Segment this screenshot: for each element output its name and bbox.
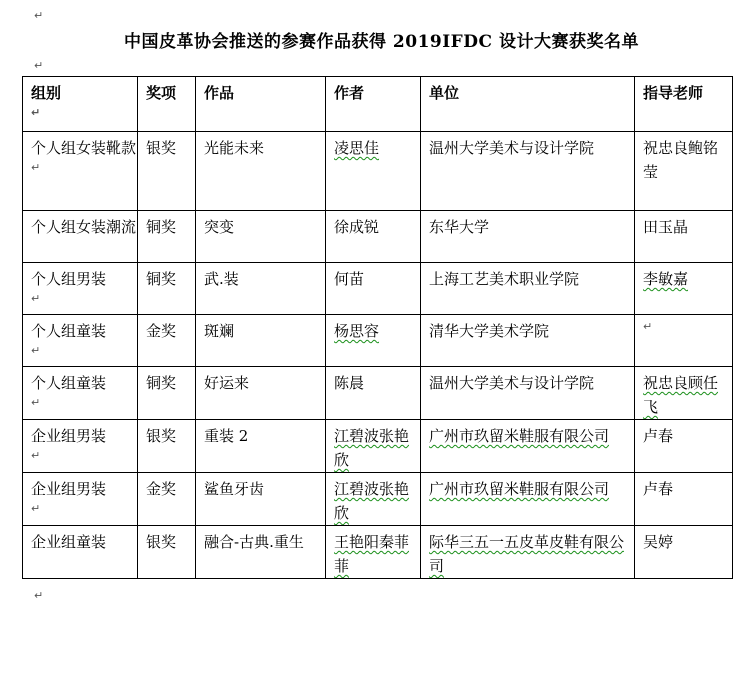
cell-advisor: 祝忠良鲍铭莹 <box>635 132 733 211</box>
cell-unit: 清华大学美术学院 <box>421 315 635 367</box>
cell-unit: 温州大学美术与设计学院 <box>421 132 635 211</box>
cell-award: 银奖 <box>138 526 196 579</box>
cell-award: 金奖 <box>138 315 196 367</box>
cell-award: 银奖 <box>138 420 196 473</box>
paragraph-mark: ↵ <box>34 9 44 22</box>
cell-award: 铜奖 <box>138 367 196 420</box>
cell-author: 陈晨 <box>326 367 421 420</box>
cell-award: 金奖 <box>138 473 196 526</box>
cell-unit: 广州市玖留米鞋服有限公司 <box>421 473 635 526</box>
cell-work: 武.装 <box>196 263 326 315</box>
table-row <box>23 367 733 420</box>
cell-group: 个人组女装潮流 <box>23 211 138 263</box>
cell-group: 个人组童装 ↵ <box>23 315 138 367</box>
cell-unit: 际华三五一五皮革皮鞋有限公司 <box>421 526 635 579</box>
cell-work: 鲨鱼牙齿 <box>196 473 326 526</box>
header-cell-group: 组别 ↵ <box>23 77 138 132</box>
header-cell-advisor: 指导老师 <box>635 77 733 132</box>
cell-award: 银奖 <box>138 132 196 211</box>
paragraph-mark: ↵ <box>34 589 44 602</box>
cell-author: 王艳阳秦菲菲 <box>326 526 421 579</box>
awards-table <box>22 76 733 579</box>
cell-group: 个人组女装靴款 ↵ <box>23 132 138 211</box>
cell-award: 铜奖 <box>138 263 196 315</box>
cell-group: 个人组男装 ↵ <box>23 263 138 315</box>
cell-group: 企业组男装 ↵ <box>23 473 138 526</box>
header-row <box>23 77 733 132</box>
header-cell-award: 奖项 <box>138 77 196 132</box>
header-cell-author: 作者 <box>326 77 421 132</box>
cell-award: 铜奖 <box>138 211 196 263</box>
cell-author: 江碧波张艳欣 <box>326 420 421 473</box>
cell-advisor: 卢春 <box>635 420 733 473</box>
cell-author: 何苗 <box>326 263 421 315</box>
cell-work: 突变 <box>196 211 326 263</box>
header-cell-work: 作品 <box>196 77 326 132</box>
cell-unit: 上海工艺美术职业学院 <box>421 263 635 315</box>
table-row <box>23 263 733 315</box>
cell-unit: 温州大学美术与设计学院 <box>421 367 635 420</box>
table-row <box>23 420 733 473</box>
cell-work: 光能未来 <box>196 132 326 211</box>
cell-author: 杨思容 <box>326 315 421 367</box>
cell-author: 江碧波张艳欣 <box>326 473 421 526</box>
table-row <box>23 473 733 526</box>
cell-advisor: 吴婷 <box>635 526 733 579</box>
cell-advisor: 田玉晶 <box>635 211 733 263</box>
cell-group: 个人组童装 ↵ <box>23 367 138 420</box>
table-row <box>23 211 733 263</box>
cell-author: 徐成锐 <box>326 211 421 263</box>
document-title: 中国皮革协会推送的参赛作品获得 2019IFDC 设计大赛获奖名单 <box>124 32 639 52</box>
table-row <box>23 132 733 211</box>
header-cell-unit: 单位 <box>421 77 635 132</box>
cell-advisor: ↵ <box>635 315 733 367</box>
cell-unit: 东华大学 <box>421 211 635 263</box>
cell-advisor: 李敏嘉 <box>635 263 733 315</box>
paragraph-mark: ↵ <box>34 59 44 72</box>
cell-work: 好运来 <box>196 367 326 420</box>
cell-advisor: 卢春 <box>635 473 733 526</box>
cell-group: 企业组男装 ↵ <box>23 420 138 473</box>
cell-work: 融合-古典.重生 <box>196 526 326 579</box>
table-row <box>23 526 733 579</box>
cell-group: 企业组童装 <box>23 526 138 579</box>
cell-unit: 广州市玖留米鞋服有限公司 <box>421 420 635 473</box>
cell-work: 重装 2 <box>196 420 326 473</box>
table-row <box>23 315 733 367</box>
cell-author: 凌思佳 <box>326 132 421 211</box>
cell-work: 斑斓 <box>196 315 326 367</box>
cell-advisor: 祝忠良顾任飞 <box>635 367 733 420</box>
